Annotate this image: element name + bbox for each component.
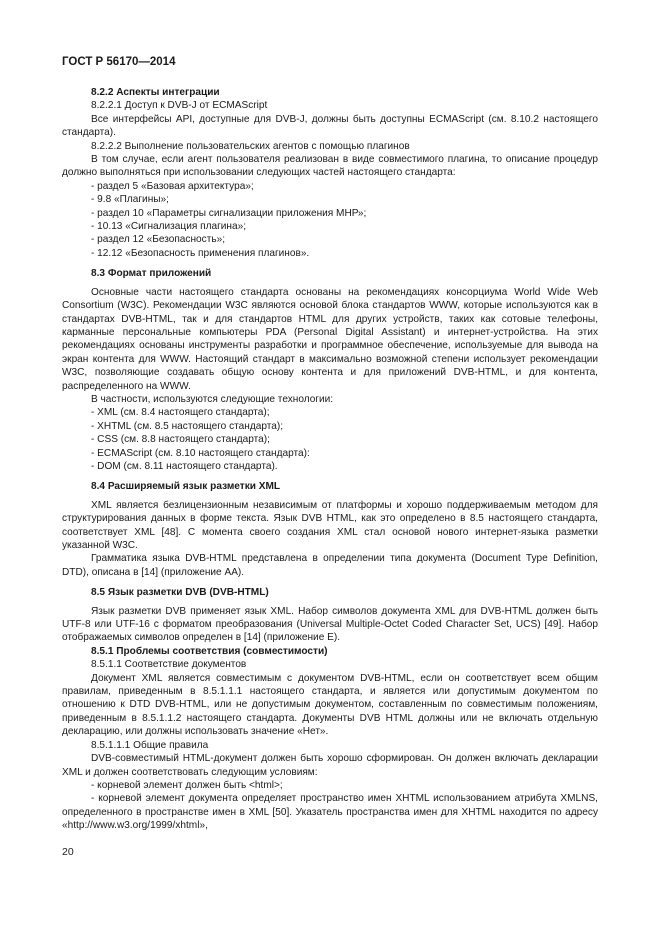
list-item: - CSS (см. 8.8 настоящего стандарта); (91, 434, 270, 446)
paragraph: Документ XML является совместимым с документом DVB-HTML, если он соответствует всем общим правилам, приведенным в 8.5.1.1.1 настоящего стандарта, и является или допустимым документом по отношению к DTD DVB-HTML, или не допустимым документом, составленным по совместимым положениям, приведенным в 8.5.1.1.2 настоящего стандарта. Документы DVB HTML должны или не включать отдельную декларацию, или должны использовать значение «Нет». (62, 672, 598, 738)
page-number: 20 (62, 846, 74, 858)
list-item: - 12.12 «Безопасность применения плагинов». (91, 247, 310, 259)
list-technologies (62, 406, 598, 473)
section-heading-8-5: 8.5 Язык разметки DVB (DVB-HTML) (91, 587, 269, 599)
list-item: - раздел 10 «Параметры сигнализации приложения МНР»; (91, 207, 367, 219)
document-page (62, 56, 598, 833)
paragraph: Все интерфейсы API, доступные для DVB-J, должны быть доступны ECMAScript (см. 8.10.2 настоящего стандарта). (62, 113, 598, 139)
subsection-title-8-5-1-1: 8.5.1.1 Соответствие документов (91, 659, 247, 671)
paragraph: Язык разметки DVB применяет язык XML. Набор символов документа XML для DVB-HTML должен быть UTF-8 или UTF-16 с форматом преобразования (Universal Multiple-Octet Coded Character Set, UCS) [49]. Набор отображаемых символов определен в [14] (приложение Е). (62, 605, 598, 644)
section-heading-8-2-2: 8.2.2 Аспекты интеграции (91, 87, 220, 98)
list-item: - DOM (см. 8.11 настоящего стандарта). (91, 460, 278, 472)
paragraph: Основные части настоящего стандарта основаны на рекомендациях консорциума World Wide Web Consortium (W3C). Рекомендации W3C являются основой блока стандартов WWW, которые используются как в стандартах DVB-HTML, так и для стандартов HTML для других устройств, таких как сотовые телефоны, карманные персональные компьютеры PDA (Personal Digital Assistant) и интернет-устройства. На этих рекомендациях основаны инструменты разработки и программное обеспечение, используемые для вывода на экран контента для WWW. Настоящий стандарт в максимально возможной степени использует рекомендации W3C, позволяющие создавать общую основу контента и для приложений DVB-HTML, и для контента, распределенного на WWW. (62, 286, 598, 392)
list-item: - 9.8 «Плагины»; (91, 194, 169, 206)
subsection-title-8-5-1-1-1: 8.5.1.1.1 Общие правила (91, 739, 209, 751)
list-item: - ECMAScript (см. 8.10 настоящего стандарта): (91, 447, 310, 459)
list-item: - XHTML (см. 8.5 настоящего стандарта); (91, 420, 284, 432)
list-plugin-parts (62, 180, 598, 260)
subsection-title-8-2-2-2: 8.2.2.2 Выполнение пользовательских агентов с помощью плагинов (91, 140, 410, 152)
document-header: ГОСТ Р 56170—2014 (62, 56, 176, 68)
rule-item: - корневой элемент должен быть <html>; (91, 779, 283, 791)
paragraph: В частности, используются следующие технологии: (91, 393, 334, 405)
subsection-title-8-2-2-1: 8.2.2.1 Доступ к DVB-J от ECMAScript (91, 100, 268, 112)
section-heading-8-3: 8.3 Формат приложений (91, 268, 212, 280)
list-item: - раздел 12 «Безопасность»; (91, 234, 225, 246)
document-body (62, 86, 598, 833)
paragraph: DVB-совместимый HTML-документ должен быть хорошо сформирован. Он должен включать декларации XML и должен соответствовать следующим условиям: (62, 753, 598, 778)
paragraph: Грамматика языка DVB-HTML представлена в определении типа документа (Document Type Definition, DTD), описана в [14] (приложение АА). (62, 553, 598, 578)
list-item: - XML (см. 8.4 настоящего стандарта); (91, 407, 270, 419)
paragraph: XML является безлицензионным независимым от платформы и хорошо поддерживаемым методом для структурирования данных в форме текста. Язык DVB HTML, как это определено в 8.5 настоящего стандарта, соответствует XML [48]. С момента своего создания XML стал основой нового интернет-языка разметки указанной W3C. (62, 499, 598, 551)
rule-item: - корневой элемент документа определяет пространство имен XHTML использованием атрибута XMLNS, определенного в пространстве имен в XML [50]. Указатель пространства имен для XHTML находится по адресу «http://www.w3.org/1999/xhtml», (62, 793, 598, 832)
list-item: - 10.13 «Сигнализация плагина»; (91, 221, 246, 233)
list-item: - раздел 5 «Базовая архитектура»; (91, 180, 254, 192)
section-heading-8-5-1: 8.5.1 Проблемы соответствия (совместимости) (91, 645, 328, 657)
paragraph: В том случае, если агент пользователя реализован в виде совместимого плагина, то описание процедур должно выполняться при использовании следующих частей настоящего стандарта: (62, 154, 598, 179)
section-heading-8-4: 8.4 Расширяемый язык разметки XML (91, 481, 281, 493)
